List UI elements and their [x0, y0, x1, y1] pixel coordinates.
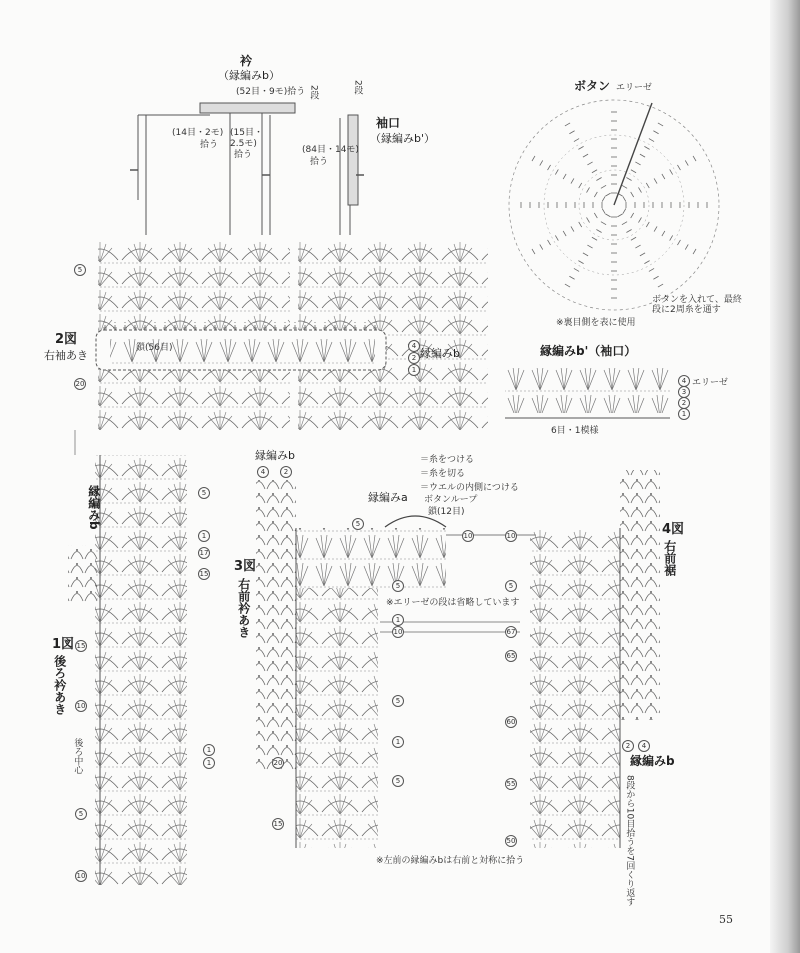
row-number: 2 — [280, 466, 292, 478]
legend-cut: ＝糸を切る — [420, 469, 466, 479]
row-number: 50 — [506, 837, 516, 845]
collar-subtitle: （縁編みb） — [218, 69, 280, 82]
edge-b-prime-chart — [505, 368, 670, 413]
fig3-title: 3図 — [234, 559, 257, 574]
row-number: 10 — [76, 702, 86, 710]
row-number: 1 — [392, 736, 404, 748]
fig1-edge — [68, 545, 98, 605]
cuff-pickup-2: 拾う — [310, 157, 329, 167]
cuff-rows: 2段 — [352, 80, 363, 95]
fig3-top-band — [296, 528, 446, 588]
fig4-title: 4図 — [662, 522, 685, 537]
row-number: 2 — [408, 352, 420, 364]
fig3-chart — [296, 588, 378, 848]
fig4-chart — [530, 528, 620, 848]
fig3-subtitle: 右前衿あき — [236, 578, 251, 638]
row-number: 67 — [506, 628, 516, 636]
collar-left-pickup-2: 拾う — [200, 140, 219, 150]
fig4-edge — [620, 470, 660, 720]
collar-mid-pickup-3: 拾う — [234, 150, 253, 160]
row-number: 4 — [638, 740, 650, 752]
row-number: 3 — [678, 386, 690, 398]
fig4-subtitle: 右前裾 — [662, 540, 677, 576]
row-number: 15 — [76, 642, 86, 650]
edge-b-prime-repeat: 6目・1模様 — [551, 426, 599, 436]
row-number: 2 — [622, 740, 634, 752]
button-chart — [509, 100, 719, 310]
fig3-edge — [256, 480, 296, 770]
collar-schematic — [130, 103, 295, 235]
row-number: 5 — [392, 580, 404, 592]
row-number: 55 — [506, 780, 516, 788]
row-number: 10 — [506, 532, 516, 540]
row-number: 10 — [393, 628, 403, 636]
row-number: 1 — [678, 408, 690, 420]
fig1-edge-label: 縁編みb — [86, 485, 101, 530]
row-number: 15 — [273, 820, 283, 828]
button-note: ※裏目側を表に使用 — [556, 318, 636, 328]
row-number: 65 — [506, 652, 516, 660]
button-side-note: ボタンを入れて、最終段に2周糸を通す — [652, 295, 742, 316]
button-yarn: エリーゼ — [616, 83, 652, 93]
row-number: 1 — [203, 757, 215, 769]
fig4-edge: 縁編みb — [630, 754, 675, 768]
row-number: 20 — [75, 380, 85, 388]
legend-inside: ＝ウエルの内側につける — [420, 483, 519, 493]
row-number: 5 — [392, 695, 404, 707]
collar-mid-pickup-2: 2.5モ) — [230, 139, 257, 149]
collar-rows: 2段 — [308, 85, 319, 100]
row-number: 17 — [199, 549, 209, 557]
fig1-chart — [95, 455, 187, 885]
row-number: 1 — [408, 364, 420, 376]
edge-b-prime-yarn: エリーゼ — [692, 378, 728, 388]
row-number: 5 — [74, 264, 86, 276]
cuff-schematic — [340, 115, 364, 235]
row-number: 5 — [505, 580, 517, 592]
footer-note: ※左前の縁編みbは右前と対称に拾う — [376, 856, 525, 866]
fig2-chain: 鎖(56目) — [136, 343, 173, 353]
row-number: 10 — [76, 872, 86, 880]
row-number: 5 — [352, 518, 364, 530]
fig3-note: ※エリーゼの段は省略しています — [386, 598, 520, 608]
fig2-subtitle: 右袖あき — [44, 349, 88, 362]
collar-left-pickup: (14目・2モ) — [172, 128, 224, 138]
edge-b-prime-title: 縁編みb'（袖口） — [540, 344, 637, 358]
legend-edge-b: 縁編みb — [255, 449, 295, 462]
cuff-title: 袖口 — [376, 116, 401, 130]
cuff-subtitle: （縁編みb'） — [370, 132, 436, 145]
collar-pickup: (52目・9モ)拾う — [236, 87, 306, 97]
button-title: ボタン — [574, 79, 611, 93]
legend-loop-chain: 鎖(12目) — [428, 507, 465, 517]
legend-attach: ＝糸をつける — [420, 455, 475, 465]
row-number: 5 — [198, 487, 210, 499]
legend-edge-a: 縁編みa — [368, 491, 408, 504]
row-number: 1 — [203, 744, 215, 756]
row-number: 2 — [678, 397, 690, 409]
legend-loop: ボタンループ — [424, 495, 478, 505]
page-number: 55 — [719, 913, 733, 926]
row-number: 4 — [257, 466, 269, 478]
collar-title: 衿 — [240, 54, 253, 68]
fig4-pickup-note: 8段から10目拾うを7回くり返す — [624, 775, 635, 906]
row-number: 1 — [392, 614, 404, 626]
fig1-center: 後ろ中心 — [72, 738, 83, 774]
row-number: 5 — [392, 775, 404, 787]
button-loop — [385, 516, 446, 527]
fig2-edge: 縁編みb — [420, 347, 460, 360]
row-number: 10 — [463, 532, 473, 540]
row-number: 15 — [199, 570, 209, 578]
fig2-title: 2図 — [55, 332, 78, 347]
row-number: 4 — [678, 375, 690, 387]
fig1-subtitle: 後ろ衿あき — [52, 655, 67, 715]
row-number: 5 — [75, 808, 87, 820]
collar-mid-pickup: (15目・ — [230, 128, 263, 138]
row-number: 1 — [198, 530, 210, 542]
row-number: 4 — [408, 340, 420, 352]
fig1-title: 1図 — [52, 637, 75, 652]
cuff-pickup: (84目・14モ) — [302, 145, 359, 155]
row-number: 20 — [273, 759, 283, 767]
row-number: 60 — [506, 718, 516, 726]
